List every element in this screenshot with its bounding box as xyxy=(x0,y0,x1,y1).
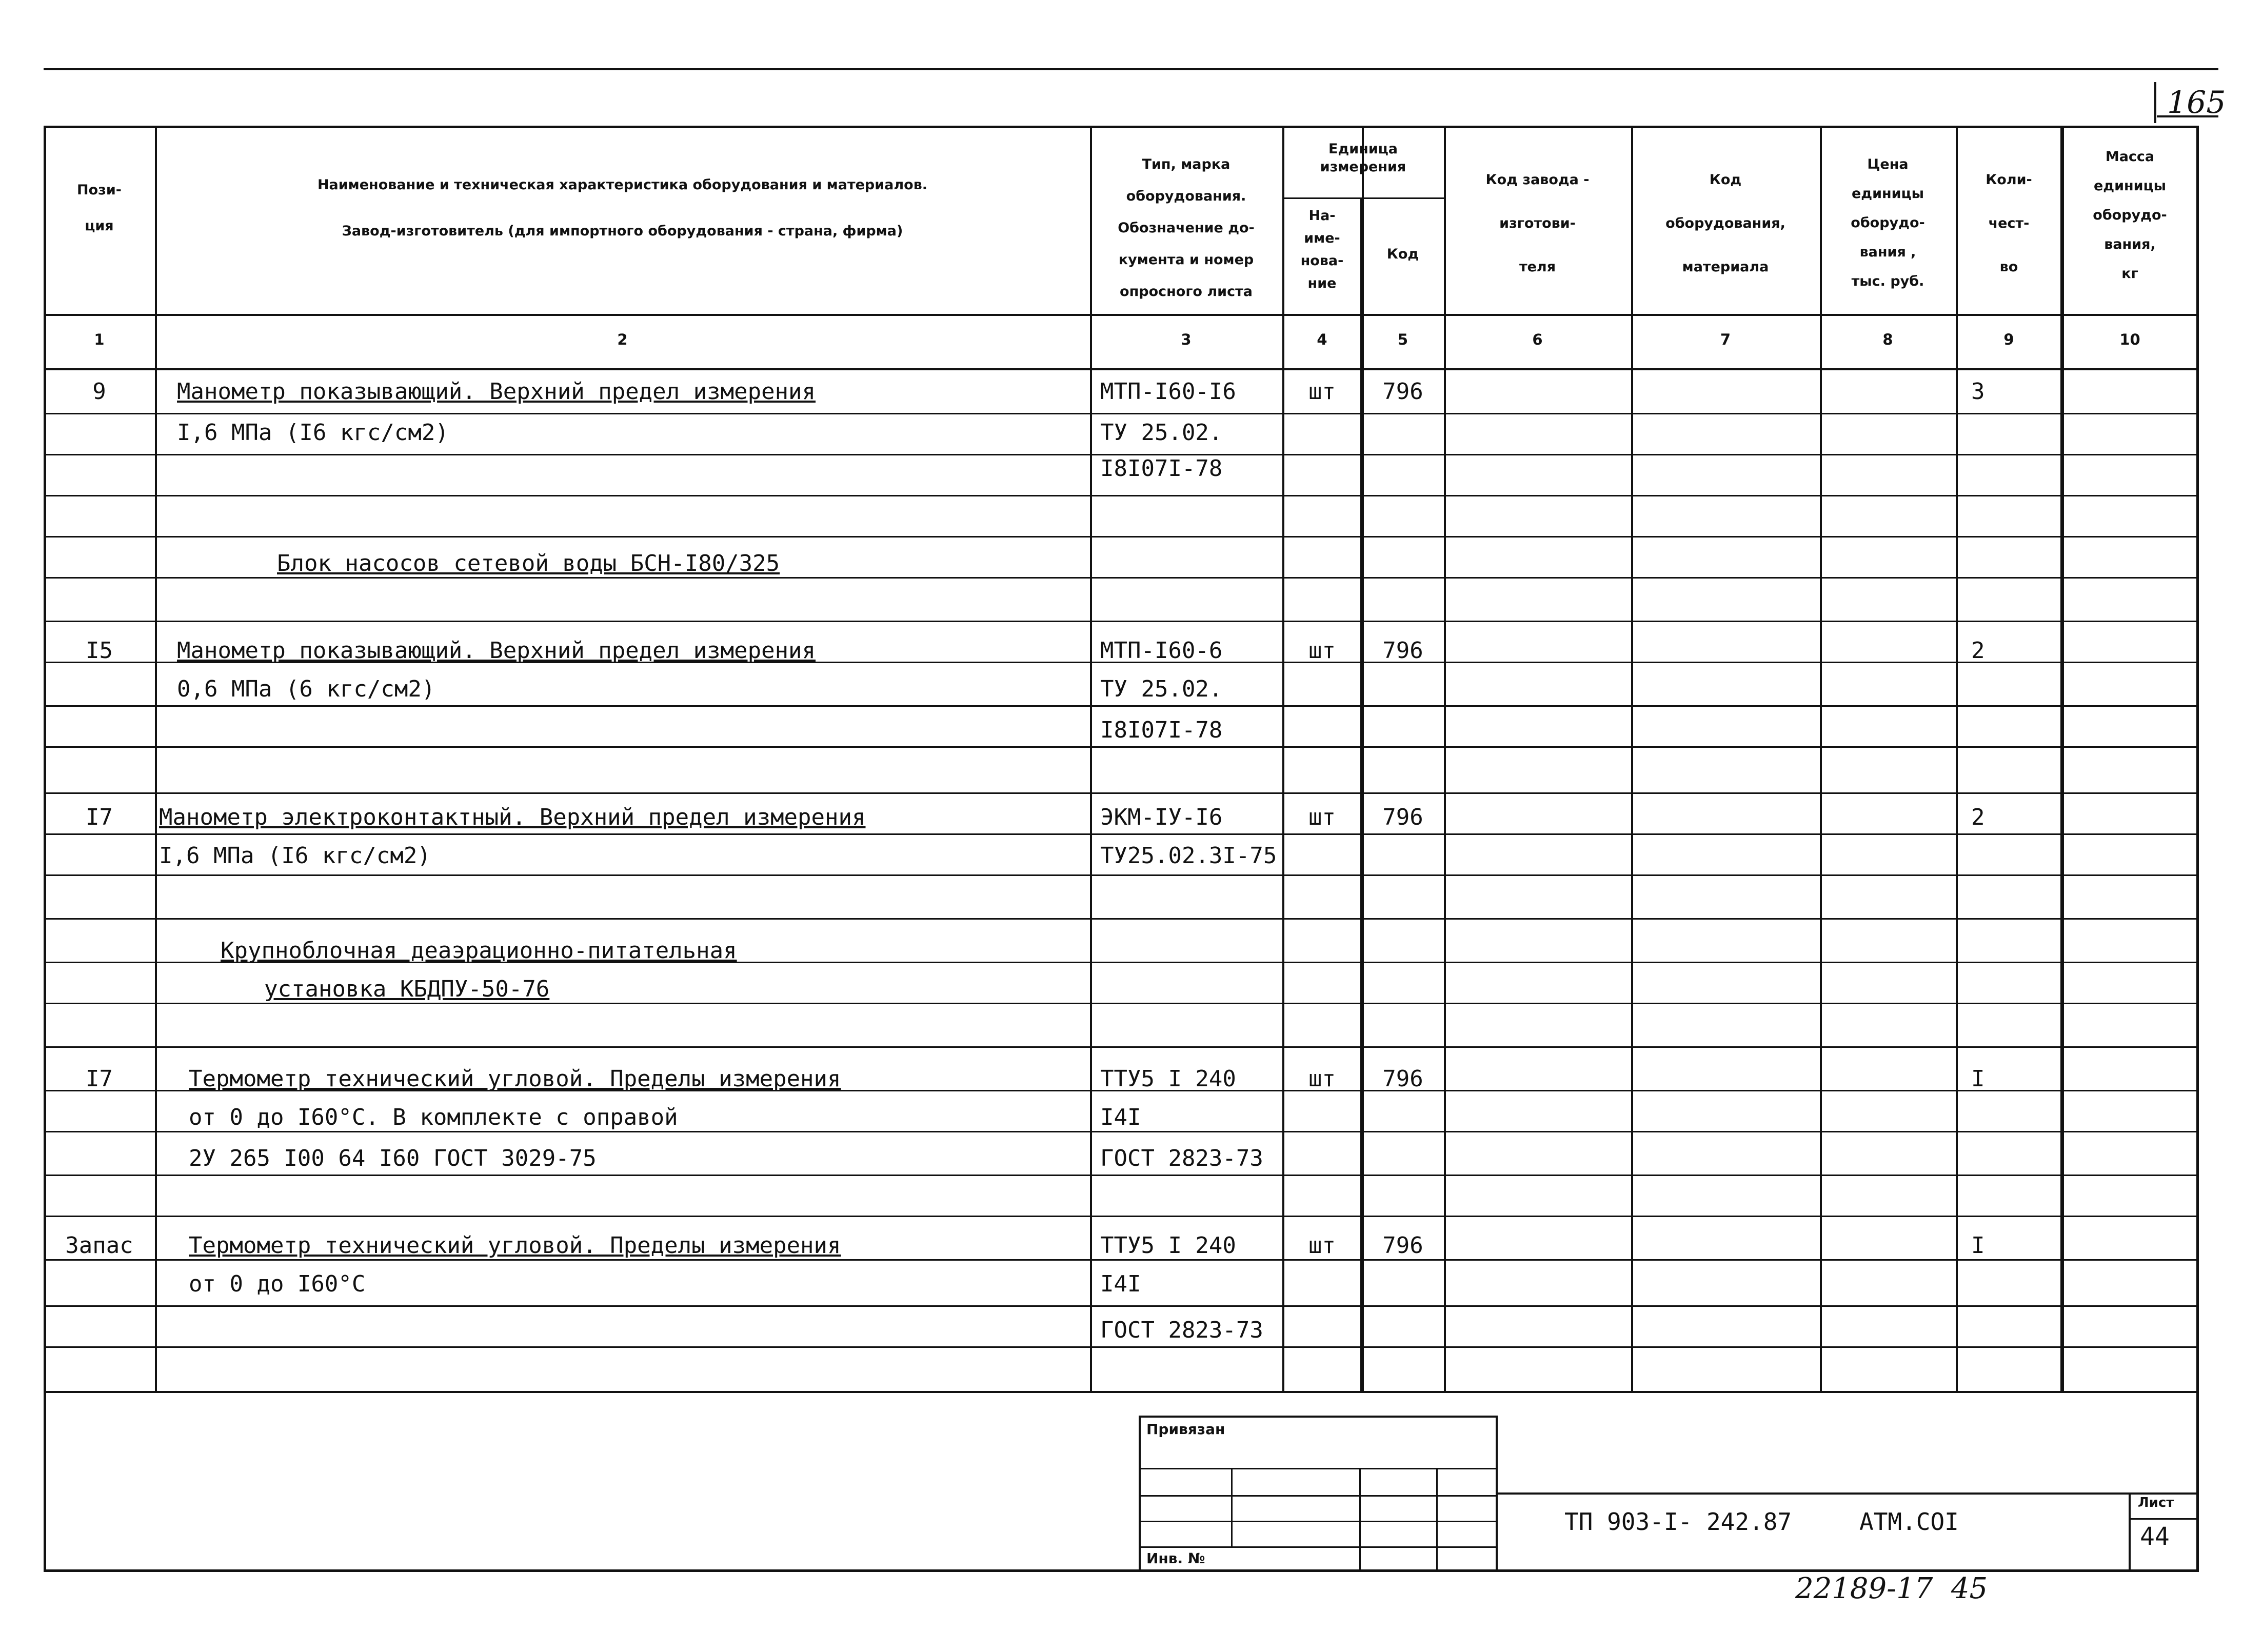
header-position: Пози- xyxy=(77,182,122,198)
row-item-name: от 0 до I60°С xyxy=(189,1271,366,1297)
row-item-name: Манометр показывающий. Верхний предел измерения xyxy=(177,379,816,405)
stamp-inventory-label: Инв. № xyxy=(1146,1550,1205,1567)
row-type-mark: I8I07I-78 xyxy=(1100,717,1223,743)
row-type-mark: ТТУ5 I 240 xyxy=(1100,1066,1236,1092)
row-type-mark: ТТУ5 I 240 xyxy=(1100,1232,1236,1259)
row-type-mark: МТП-I60-I6 xyxy=(1100,379,1236,405)
header-type: кумента и номер xyxy=(1118,252,1254,268)
stamp-col-line xyxy=(1231,1468,1233,1547)
row-line xyxy=(44,792,2198,794)
stamp-col-line xyxy=(1359,1468,1361,1570)
row-unit-name: шт xyxy=(1308,638,1336,664)
header-quantity: чест- xyxy=(1988,215,2030,231)
row-position: I7 xyxy=(86,1066,113,1092)
row-type-mark: ЭКМ-IУ-I6 xyxy=(1100,804,1223,830)
column-number: 2 xyxy=(617,331,628,348)
row-position: I5 xyxy=(86,638,113,664)
header-quantity: Коли- xyxy=(1986,172,2032,188)
header-factory-code: изготови- xyxy=(1499,215,1576,231)
header-price: тыс. руб. xyxy=(1851,273,1924,289)
row-quantity: I xyxy=(1971,1232,1985,1259)
sheet-box-left xyxy=(2129,1492,2131,1569)
row-line xyxy=(44,577,2198,579)
header-price: оборудо- xyxy=(1851,215,1925,231)
row-type-mark: I8I07I-78 xyxy=(1100,455,1223,482)
document-code: ТП 903-I- 242.87 xyxy=(1564,1508,1792,1536)
row-unit-code: 796 xyxy=(1382,1066,1423,1092)
row-item-name: Термометр технический угловой. Пределы измерения xyxy=(189,1066,841,1092)
header-unit-name: ние xyxy=(1307,275,1337,291)
header-equipment-code: оборудования, xyxy=(1665,215,1785,231)
column-separator xyxy=(1444,126,1446,1392)
row-line xyxy=(44,495,2198,496)
header-type: Тип, марка xyxy=(1142,156,1230,172)
column-number: 3 xyxy=(1181,331,1192,348)
row-line xyxy=(44,621,2198,622)
header-mass: единицы xyxy=(2093,178,2167,194)
row-line xyxy=(44,536,2198,538)
row-type-mark: ГОСТ 2823-73 xyxy=(1100,1145,1263,1171)
stamp-left xyxy=(1139,1416,1141,1572)
header-type: опросного листа xyxy=(1120,284,1253,300)
row-position: Запас xyxy=(65,1232,133,1259)
stamp-row-line xyxy=(1139,1468,1498,1469)
row-unit-name: шт xyxy=(1308,1066,1336,1092)
column-separator-bold xyxy=(2060,126,2063,1392)
row-unit-name: шт xyxy=(1308,804,1336,830)
column-number: 7 xyxy=(1720,331,1731,348)
row-unit-name: шт xyxy=(1308,379,1336,405)
column-separator xyxy=(155,126,157,1392)
document-suffix: АТМ.СОI xyxy=(1859,1508,1959,1536)
column-number: 4 xyxy=(1317,331,1327,348)
header-factory-code: теля xyxy=(1519,259,1556,275)
row-unit-code: 796 xyxy=(1382,1232,1423,1259)
row-type-mark: ТУ 25.02. xyxy=(1100,676,1223,702)
row-line xyxy=(44,918,2198,920)
header-name: Наименование и техническая характеристика оборудования и материалов. xyxy=(317,177,928,193)
row-line xyxy=(44,705,2198,707)
row-item-name: от 0 до I60°С. В комплекте с оправой xyxy=(189,1104,678,1130)
header-type: Обозначение до- xyxy=(1118,220,1255,236)
stamp-row-line xyxy=(1139,1495,1498,1497)
row-item-name: I,6 МПа (I6 кгс/см2) xyxy=(177,420,449,446)
row-type-mark: I4I xyxy=(1100,1104,1141,1130)
column-number: 9 xyxy=(2003,331,2014,348)
header-mass: вания, xyxy=(2104,236,2156,252)
top-rule xyxy=(44,68,2218,70)
header-name: Завод-изготовитель (для импортного оборудования - страна, фирма) xyxy=(342,223,903,239)
row-type-mark: ТУ 25.02. xyxy=(1100,420,1223,446)
row-line xyxy=(44,1216,2198,1217)
column-number: 5 xyxy=(1397,331,1408,348)
row-quantity: 2 xyxy=(1971,638,1985,664)
sheet-box-divider xyxy=(2129,1518,2198,1520)
table-top-border xyxy=(44,126,2198,128)
row-line xyxy=(44,1003,2198,1004)
header-mass: Масса xyxy=(2105,149,2155,165)
row-line xyxy=(44,1046,2198,1048)
stamp-col-line xyxy=(1436,1468,1438,1570)
stamp-row-line xyxy=(1139,1546,1498,1548)
bottom-handwritten-number: 22189-17 45 xyxy=(1795,1572,1988,1605)
column-number: 1 xyxy=(94,331,105,348)
header-quantity: во xyxy=(1999,259,2018,275)
corner-divider xyxy=(2154,82,2156,123)
row-unit-code: 796 xyxy=(1382,379,1423,405)
header-position: ция xyxy=(85,218,114,234)
header-price: единицы xyxy=(1851,186,1924,202)
row-item-name: Манометр электроконтактный. Верхний предел измерения xyxy=(159,804,866,830)
column-separator xyxy=(1090,126,1092,1392)
stamp-row-line xyxy=(1139,1521,1498,1522)
header-mass: оборудо- xyxy=(2093,207,2167,223)
column-number: 10 xyxy=(2119,331,2140,348)
row-unit-code: 796 xyxy=(1382,638,1423,664)
row-item-name: установка КБДПУ-50-76 xyxy=(264,976,550,1002)
column-number: 8 xyxy=(1882,331,1893,348)
row-unit-code: 796 xyxy=(1382,804,1423,830)
sheet-number: 44 xyxy=(2140,1522,2170,1551)
header-unit-name: нова- xyxy=(1300,253,1344,269)
row-type-mark: ТУ25.02.3I-75 xyxy=(1100,843,1277,869)
row-quantity: 2 xyxy=(1971,804,1985,830)
stamp-bound-label: Привязан xyxy=(1146,1421,1225,1438)
header-unit-name: име- xyxy=(1304,230,1340,246)
row-position: I7 xyxy=(86,804,113,830)
row-item-name: Термометр технический угловой. Пределы измерения xyxy=(189,1232,841,1259)
column-separator-bold xyxy=(1360,197,1363,1392)
header-unit-code: Код xyxy=(1386,246,1419,262)
frame-bottom-border xyxy=(44,1569,2198,1572)
header-unit-group: измерения xyxy=(1320,159,1406,175)
row-line xyxy=(44,1131,2198,1132)
row-item-name: 0,6 МПа (6 кгс/см2) xyxy=(177,676,435,702)
table-end-line xyxy=(44,1391,2198,1393)
header-price: Цена xyxy=(1867,156,1909,172)
row-line xyxy=(44,874,2198,876)
stamp-title-top xyxy=(1498,1492,2198,1495)
row-quantity: I xyxy=(1971,1066,1985,1092)
header-price: вания , xyxy=(1859,244,1916,260)
row-item-name: Блок насосов сетевой воды БСН-I80/325 xyxy=(277,550,780,576)
column-separator xyxy=(1282,126,1284,1392)
row-line xyxy=(44,413,2198,414)
row-item-name: Крупноблочная деаэрационно-питательная xyxy=(221,938,737,964)
header-mass: кг xyxy=(2121,266,2138,282)
header-equipment-code: материала xyxy=(1682,259,1769,275)
row-line xyxy=(44,1259,2198,1261)
column-separator xyxy=(1631,126,1633,1392)
sheet-label: Лист xyxy=(2138,1495,2174,1510)
row-line xyxy=(44,1175,2198,1176)
row-line xyxy=(44,746,2198,748)
row-quantity: 3 xyxy=(1971,379,1985,405)
row-type-mark: ГОСТ 2823-73 xyxy=(1100,1317,1263,1343)
header-type: оборудования. xyxy=(1126,188,1246,204)
row-type-mark: МТП-I60-6 xyxy=(1100,638,1223,664)
row-line xyxy=(44,1346,2198,1348)
stamp-top xyxy=(1139,1416,1498,1418)
corner-page-number: 165 xyxy=(2167,85,2226,121)
row-item-name: 2У 265 I00 64 I60 ГОСТ 3029-75 xyxy=(189,1145,597,1171)
header-equipment-code: Код xyxy=(1709,172,1742,188)
column-number: 6 xyxy=(1532,331,1543,348)
header-bottom-line xyxy=(44,314,2198,316)
row-position: 9 xyxy=(92,379,106,405)
header-factory-code: Код завода - xyxy=(1485,172,1590,188)
row-item-name: I,6 МПа (I6 кгс/см2) xyxy=(159,843,431,869)
header-unit-name: На- xyxy=(1308,208,1336,224)
row-unit-name: шт xyxy=(1308,1232,1336,1259)
row-line xyxy=(44,1305,2198,1307)
column-separator xyxy=(1820,126,1822,1392)
row-line xyxy=(44,833,2198,835)
header-unit-group: Единица xyxy=(1328,141,1398,157)
row-type-mark: I4I xyxy=(1100,1271,1141,1297)
colnum-bottom-line xyxy=(44,368,2198,370)
row-item-name: Манометр показывающий. Верхний предел измерения xyxy=(177,638,816,664)
column-separator xyxy=(1956,126,1958,1392)
